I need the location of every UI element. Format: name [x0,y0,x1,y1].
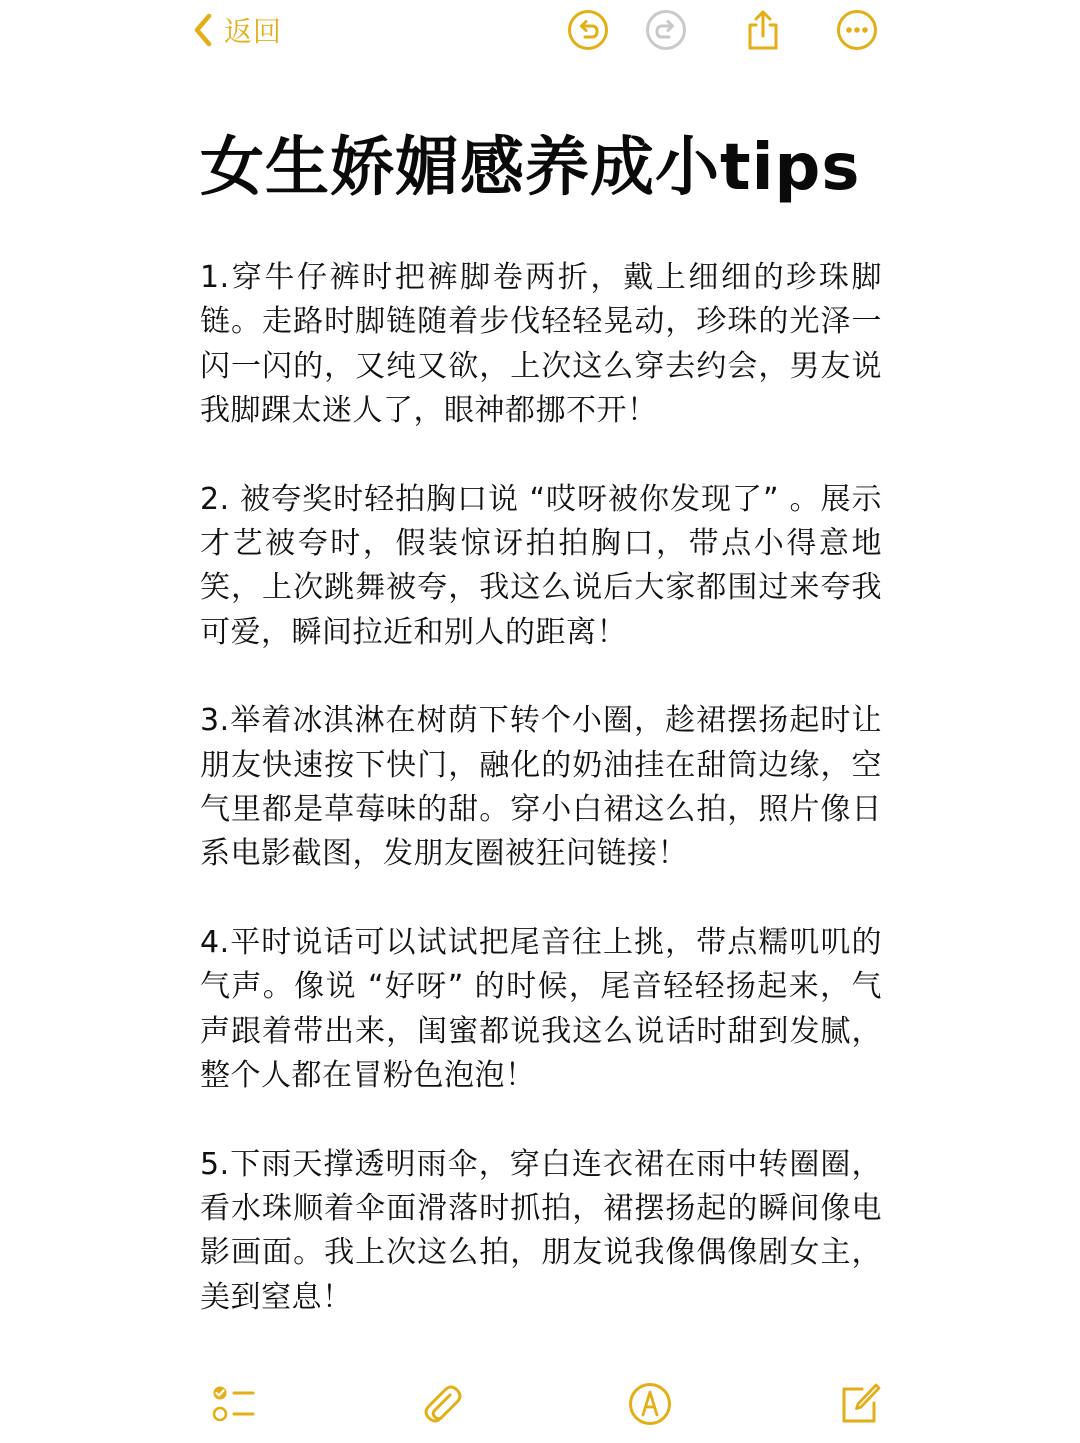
note-paragraph[interactable]: 3.举着冰淇淋在树荫下转个小圈，趁裙摆扬起时让朋友快速按下快门，融化的奶油挂在甜筒边缘，空气里都是草莓味的甜。穿小白裙这么拍，照片像日系电影截图，发朋友圈被狂问链接！ [200,703,882,872]
share-icon [741,8,785,52]
note-paragraph[interactable]: 1.穿牛仔裤时把裤脚卷两折，戴上细细的珍珠脚链。走路时脚链随着步伐轻轻晃动，珍珠的光泽一闪一闪的，又纯又欲，上次这么穿去约会，男友说我脚踝太迷人了，眼神都挪不开！ [200,260,882,429]
share-button[interactable] [741,8,785,52]
checklist-icon [208,1380,256,1428]
more-icon [835,8,879,52]
undo-button[interactable] [566,8,610,52]
navigation-bar [0,0,1080,60]
note-title[interactable]: 女生娇媚感养成小tips [200,131,861,205]
chevron-left-icon [192,12,214,48]
undo-icon [566,8,610,52]
note-paragraph[interactable]: 5.下雨天撑透明雨伞，穿白连衣裙在雨中转圈圈，看水珠顺着伞面滑落时抓拍，裙摆扬起的瞬间像电影画面。我上次这么拍，朋友说我像偶像剧女主，美到窒息！ [200,1146,882,1315]
note-paragraph[interactable]: 2. 被夸奖时轻拍胸口说 “哎呀被你发现了” 。展示才艺被夸时，假装惊讶拍拍胸口，带点小得意地笑，上次跳舞被夸，我这么说后大家都围过来夸我可爱，瞬间拉近和别人的距离！ [200,481,882,650]
note-paragraph[interactable]: 4.平时说话可以试试把尾音往上挑，带点糯叽叽的气声。像说 “好呀” 的时候，尾音轻轻扬起来，气声跟着带出来，闺蜜都说我这么说话时甜到发腻，整个人都在冒粉色泡泡！ [200,924,882,1094]
markup-icon [626,1380,674,1428]
attachment-button[interactable] [418,1380,466,1428]
note-body[interactable] [200,256,882,1364]
attachment-icon [418,1380,466,1428]
markup-button[interactable] [626,1380,674,1428]
more-button[interactable] [835,8,879,52]
compose-button[interactable] [836,1380,884,1428]
redo-button[interactable] [644,8,688,52]
back-label: 返回 [224,15,283,48]
compose-icon [836,1380,884,1428]
checklist-button[interactable] [208,1380,256,1428]
redo-icon [644,8,688,52]
back-button[interactable] [192,8,282,52]
bottom-toolbar [0,1380,1080,1430]
